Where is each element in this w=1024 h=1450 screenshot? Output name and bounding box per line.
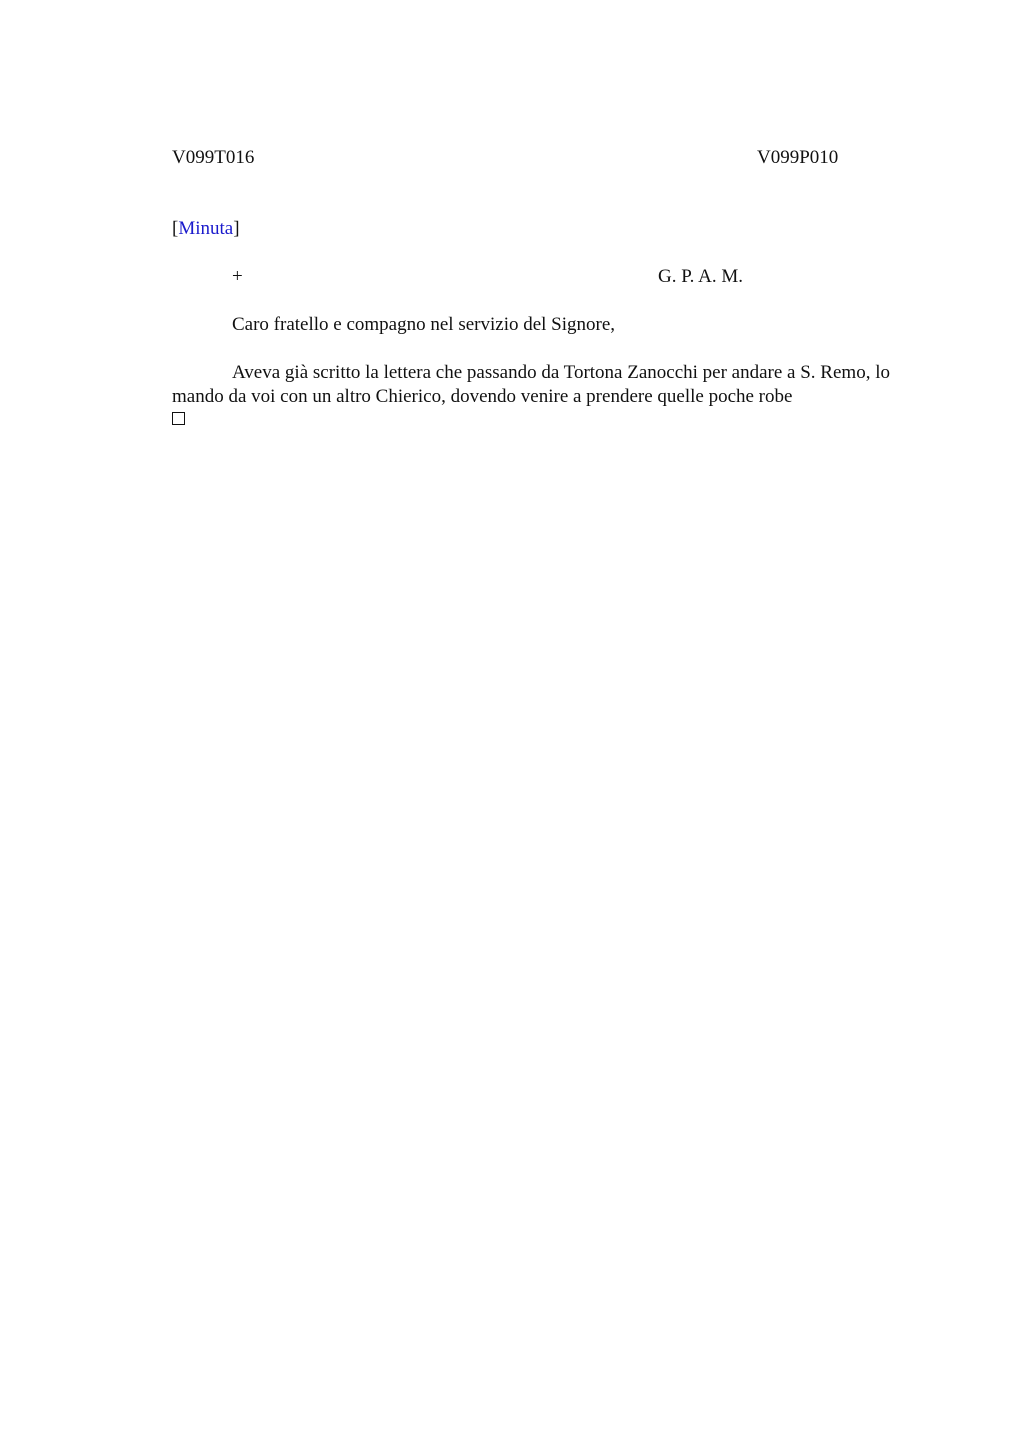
document-code-left: V099T016 [172,147,255,168]
document-code-right: V099P010 [757,147,839,168]
placeholder-box-icon [172,412,185,425]
letter-greeting: Caro fratello e compagno nel servizio del Signore, [232,314,616,335]
cross-symbol: + [232,266,243,287]
letter-paragraph: Aveva già scritto la lettera che passando da Tortona Zanocchi per andare a S. Remo, lo mando da voi con un altro Chierico, dovendo venire a prendere quelle poche robe [172,362,890,407]
open-bracket: [ [172,218,179,239]
motto-gpam: G. P. A. M. [658,266,743,287]
close-bracket: ] [233,218,240,239]
minuta-note [172,217,240,241]
minuta-link[interactable]: Minuta [178,218,234,239]
